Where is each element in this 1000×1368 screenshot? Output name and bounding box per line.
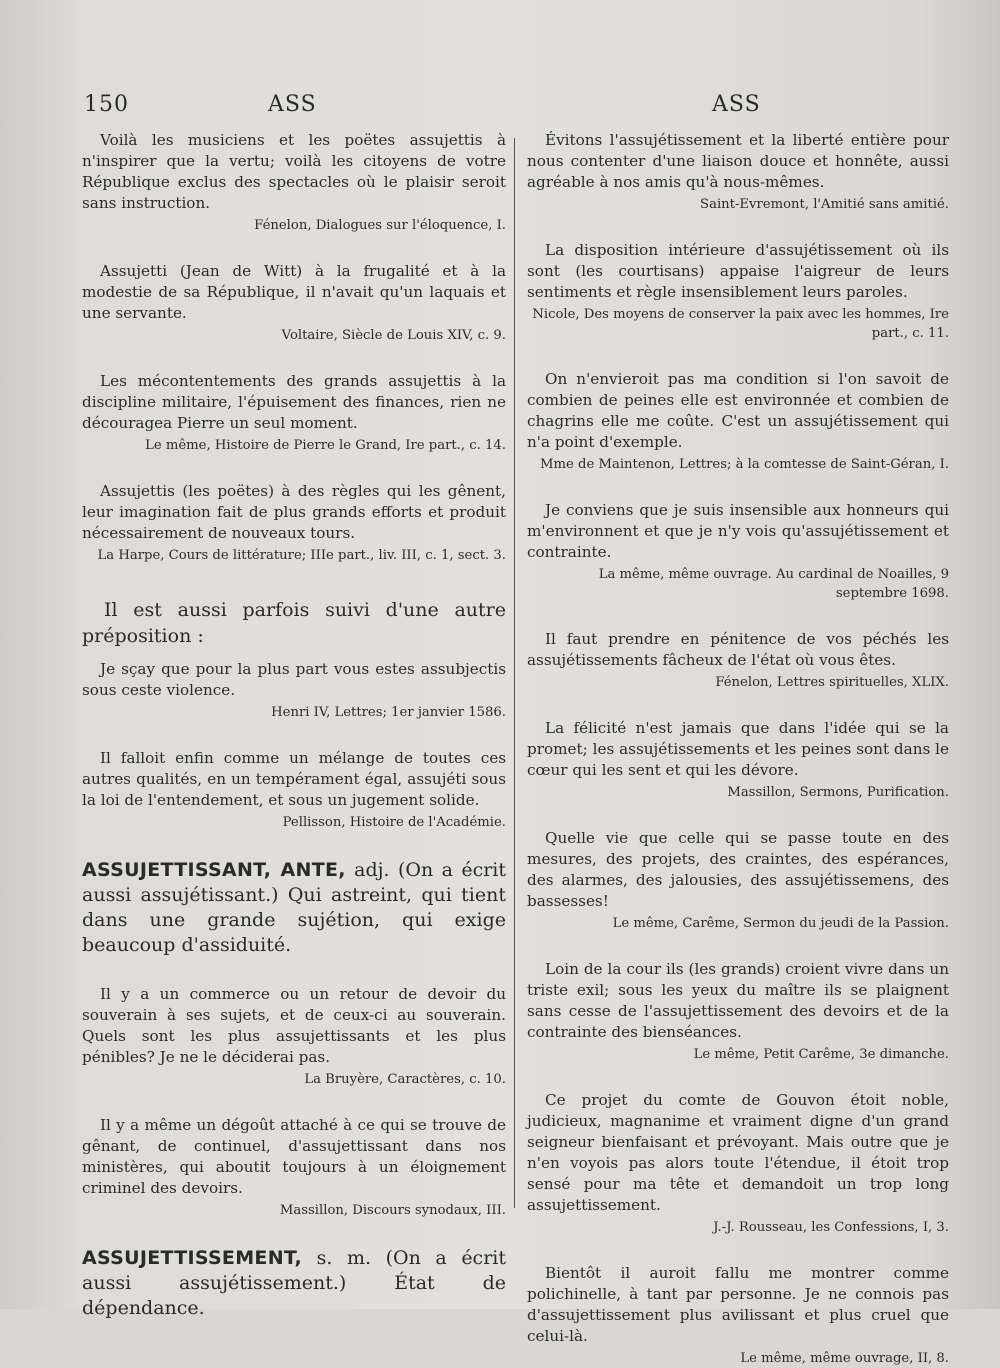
quotation: Assujetti (Jean de Witt) à la frugalité et à la modestie de sa République, il n'avait qu'un laquais et une servante. xyxy=(82,262,506,322)
citation: Nicole, Des moyens de conserver la paix avec les hommes, Ire part., c. 11. xyxy=(532,307,949,341)
citation: La Bruyère, Caractères, c. 10. xyxy=(304,1072,506,1087)
quotation: Il faut prendre en pénitence de vos péchés les assujétissements fâcheux de l'état où vous êtes. xyxy=(527,630,949,669)
citation: Henri IV, Lettres; 1er janvier 1586. xyxy=(271,705,506,720)
column-divider xyxy=(514,138,515,1208)
citation: Pellisson, Histoire de l'Académie. xyxy=(282,815,506,830)
citation: Mme de Maintenon, Lettres; à la comtesse de Saint-Géran, I. xyxy=(540,457,949,472)
left-column xyxy=(82,130,506,1321)
citation: J.-J. Rousseau, les Confessions, I, 3. xyxy=(713,1220,949,1235)
quotation: Il y a un commerce ou un retour de devoir du souverain à ses sujets, et de ceux-ci au souverain. Quels sont les plus assujettissants et les plus pénibles? Je ne le déciderai pas. xyxy=(82,985,506,1066)
running-head-left: ASS xyxy=(268,92,317,117)
citation: Le même, Histoire de Pierre le Grand, Ire part., c. 14. xyxy=(145,438,506,453)
quotation: Il y a même un dégoût attaché à ce qui se trouve de gênant, de continuel, d'assujettissant dans nos ministères, qui aboutit toujours à un éloignement criminel des devoirs. xyxy=(82,1116,506,1197)
quotation: Voilà les musiciens et les poëtes assujettis à n'inspirer que la vertu; voilà les citoyens de votre République exclus des spectacles où le plaisir seroit sans instruction. xyxy=(82,131,506,212)
citation: Fénelon, Lettres spirituelles, XLIX. xyxy=(715,675,949,690)
definition: s. m. (On a écrit aussi assujétissement.) État de dépendance. xyxy=(82,1247,506,1319)
quotation: Je conviens que je suis insensible aux honneurs qui m'environnent et que je n'y vois qu'assujétissement et contrainte. xyxy=(527,501,949,561)
citation: Massillon, Sermons, Purification. xyxy=(727,785,949,800)
quotation: La félicité n'est jamais que dans l'idée qui se la promet; les assujétissements et les peines sont dans le cœur qui les sent et qui les dévore. xyxy=(527,719,949,779)
quotation: Quelle vie que celle qui se passe toute en des mesures, des projets, des craintes, des espérances, des alarmes, des jalousies, des assujétissemens, des bassesses! xyxy=(527,829,949,910)
citation: Le même, Petit Carême, 3e dimanche. xyxy=(693,1047,949,1062)
headword: ASSUJETTISSEMENT, xyxy=(82,1247,302,1269)
quotation: Il falloit enfin comme un mélange de toutes ces autres qualités, en un tempérament égal, assujéti sous la loi de l'entendement, et sous un jugement solide. xyxy=(82,749,506,809)
quotation: La disposition intérieure d'assujétissement où ils sont (les courtisans) appaise l'aigreur de leurs sentiments et règle insensiblement leurs paroles. xyxy=(527,241,949,301)
page-number: 150 xyxy=(84,92,129,117)
citation: Massillon, Discours synodaux, III. xyxy=(279,1203,506,1218)
citation: Le même, même ouvrage, II, 8. xyxy=(740,1351,949,1366)
quotation: Bientôt il auroit fallu me montrer comme polichinelle, à tant par personne. Je ne connois pas d'assujettissement plus avilissant et plus cruel que celui-là. xyxy=(527,1264,949,1345)
right-column xyxy=(527,130,949,1368)
citation: La même, même ouvrage. Au cardinal de Noailles, 9 septembre 1698. xyxy=(598,567,949,601)
usage-note: Il est aussi parfois suivi d'une autre préposition : xyxy=(82,599,506,647)
quotation: Ce projet du comte de Gouvon étoit noble, judicieux, magnanime et vraiment digne d'un grand seigneur bienfaisant et prévoyant. Mais outre que je n'en voyois pas alors toute l'étendue, il étoit trop sensé pour ma tête et demandoit un trop long assujettissement. xyxy=(527,1091,949,1214)
headword: ASSUJETTISSANT, ANTE, xyxy=(82,859,346,881)
quotation: Évitons l'assujétissement et la liberté entière pour nous contenter d'une liaison douce et honnête, aussi agréable à nos amis qu'à nous-mêmes. xyxy=(527,131,949,191)
quotation: Je sçay que pour la plus part vous estes assubjectis sous ceste violence. xyxy=(82,660,506,699)
quotation: Les mécontentements des grands assujettis à la discipline militaire, l'épuisement des finances, rien ne découragea Pierre un seul moment. xyxy=(82,372,506,432)
quotation: Assujettis (les poëtes) à des règles qui les gênent, leur imagination fait de plus grands efforts et produit nécessairement de nouveaux tours. xyxy=(82,482,506,542)
entry-assujettissement xyxy=(82,1246,506,1321)
citation: Le même, Carême, Sermon du jeudi de la Passion. xyxy=(612,916,949,931)
quotation: Loin de la cour ils (les grands) croient vivre dans un triste exil; sous les yeux du maître ils se plaignent sans cesse de l'assujettissement des devoirs et de la contrainte des bienséances. xyxy=(527,960,949,1041)
citation: Fénelon, Dialogues sur l'éloquence, I. xyxy=(254,218,506,233)
citation: Saint-Evremont, l'Amitié sans amitié. xyxy=(700,197,949,212)
citation: Voltaire, Siècle de Louis XIV, c. 9. xyxy=(281,328,506,343)
citation: La Harpe, Cours de littérature; IIIe part., liv. III, c. 1, sect. 3. xyxy=(97,548,506,563)
running-head-right: ASS xyxy=(712,92,761,117)
quotation: On n'envieroit pas ma condition si l'on savoit de combien de peines elle est environnée et combien de chagrins elle me coûte. C'est un assujétissement qui n'a point d'exemple. xyxy=(527,370,949,451)
entry-assujettissant xyxy=(82,858,506,958)
definition: adj. (On a écrit aussi assujétissant.) Qui astreint, qui tient dans une grande sujétion, qui exige beaucoup d'assiduité. xyxy=(82,859,506,956)
